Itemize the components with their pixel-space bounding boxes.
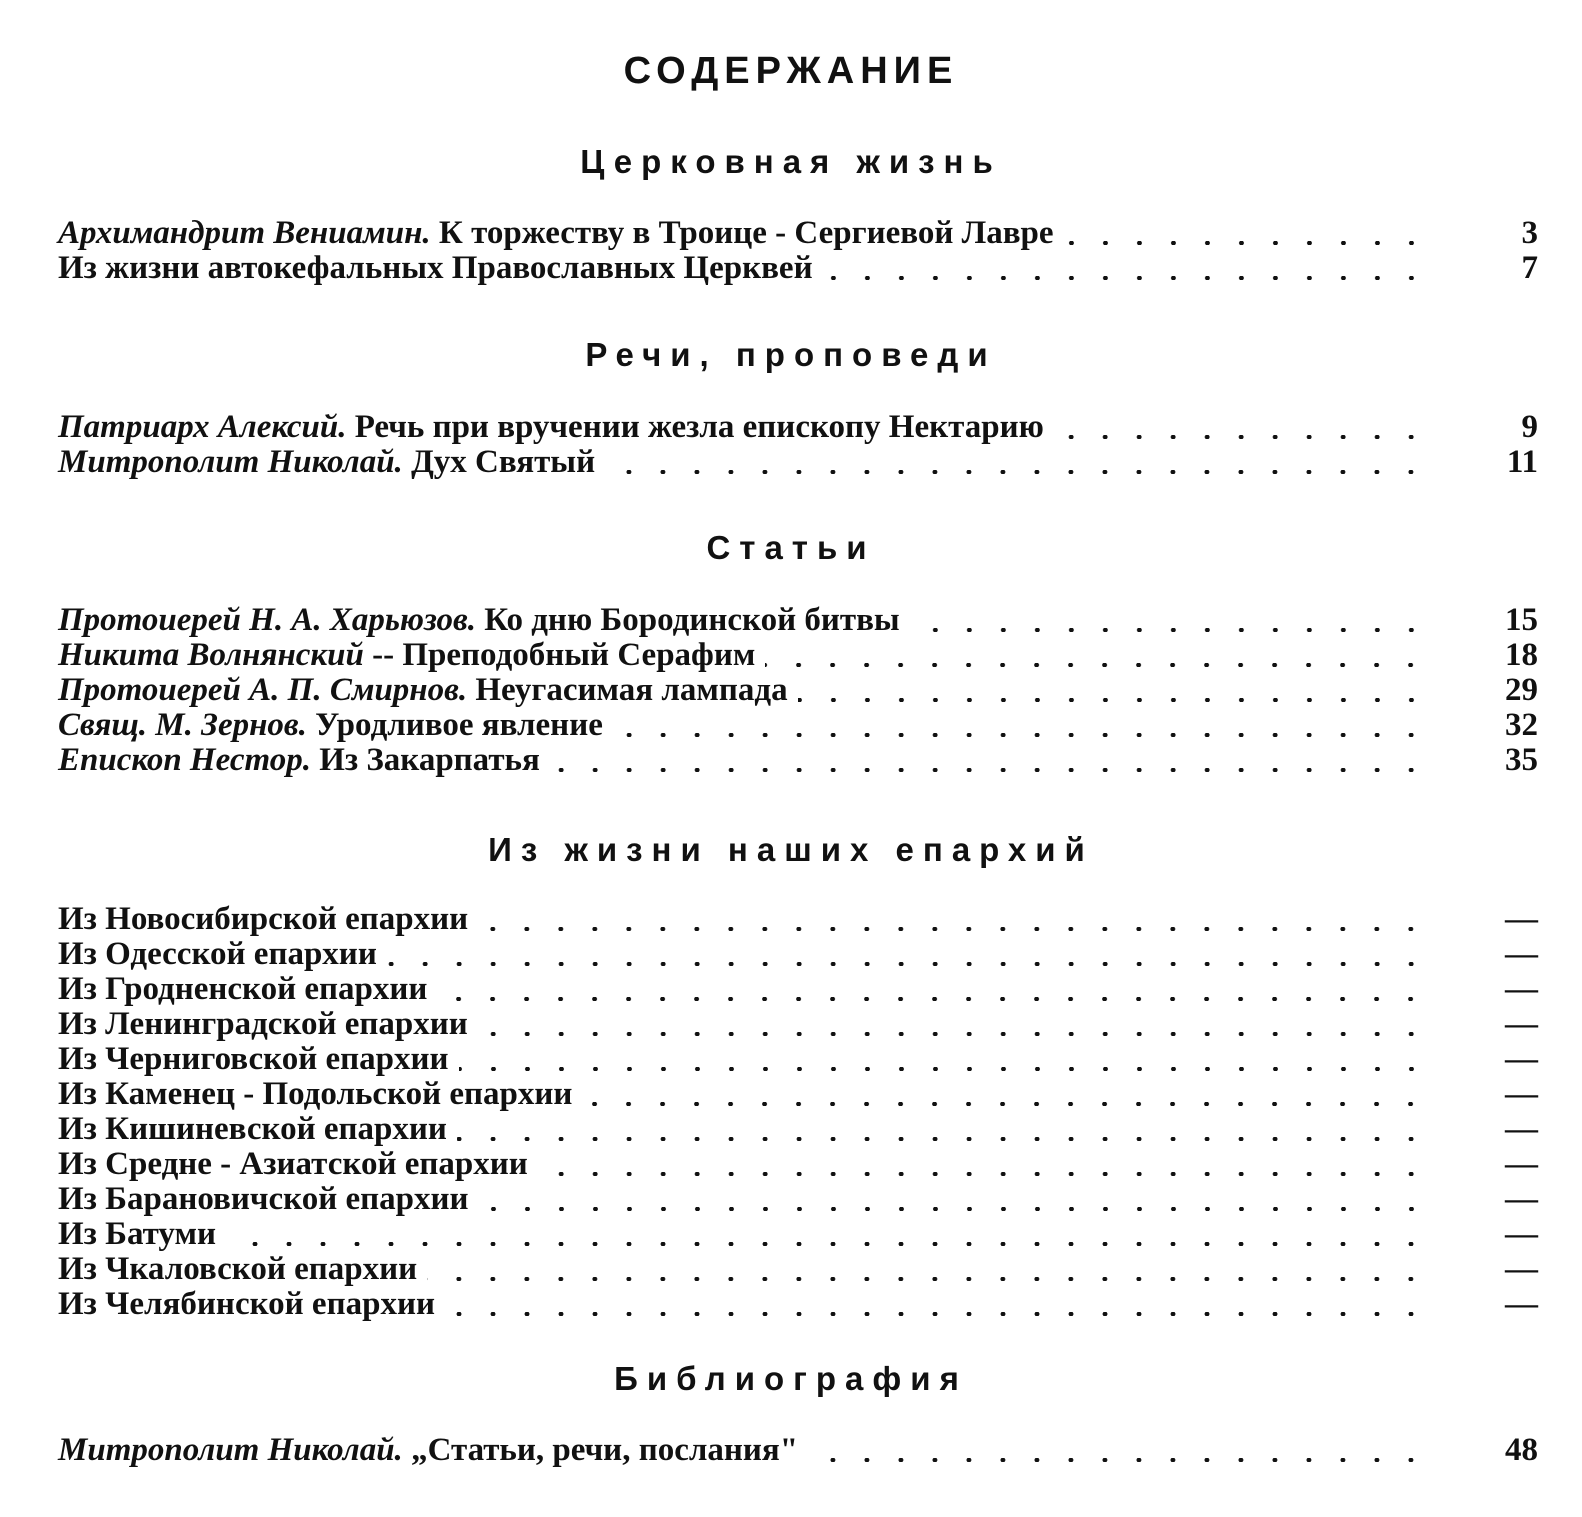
dot-leader	[479, 1207, 1428, 1211]
toc-author: Митрополит Николай.	[58, 444, 403, 480]
toc-title: Из Новосибирской епархии	[58, 901, 469, 937]
dot-leader	[808, 1458, 1428, 1462]
toc-title: Из Каменец - Подольской епархии	[58, 1076, 573, 1112]
toc-entry	[58, 1007, 1538, 1042]
dot-leader	[605, 470, 1428, 474]
toc-entry	[58, 1252, 1538, 1287]
toc-entry-text	[58, 1147, 528, 1182]
toc-page-number: —	[1505, 901, 1538, 937]
toc-title: Из жизни автокефальных Православных Церквей	[58, 250, 813, 286]
toc-title: Ко дню Бородинской битвы	[484, 602, 900, 638]
toc-list-church-life	[58, 216, 1538, 286]
toc-entry-text	[58, 638, 755, 673]
toc-page-number: 9	[1521, 409, 1538, 445]
toc-page-number: —	[1505, 1251, 1538, 1287]
toc-title: Из Закарпатья	[319, 742, 540, 778]
toc-entry	[58, 1182, 1538, 1217]
toc-page-number: —	[1505, 1111, 1538, 1147]
toc-title: Из Ленинградской епархии	[58, 1006, 468, 1042]
toc-author: Свящ. М. Зернов.	[58, 707, 307, 743]
toc-page-number: —	[1505, 1076, 1538, 1112]
page-title: СОДЕРЖАНИЕ	[623, 50, 959, 92]
toc-author: Архимандрит Вениамин.	[58, 215, 431, 251]
toc-entry-text	[58, 410, 1044, 445]
dot-leader	[478, 1032, 1428, 1036]
toc-entry	[58, 937, 1538, 972]
toc-page-number: 7	[1521, 250, 1538, 286]
toc-page-number: —	[1505, 971, 1538, 1007]
toc-list-bibliography	[58, 1433, 1538, 1468]
toc-title: Речь при вручении жезла епископу Нектарию	[354, 409, 1044, 445]
toc-list-eparchies	[58, 902, 1538, 1322]
dot-leader	[823, 276, 1428, 280]
toc-entry-text	[58, 251, 813, 286]
dot-leader	[538, 1172, 1428, 1176]
toc-entry	[58, 1077, 1538, 1112]
section-heading-bibliography: Библиография	[614, 1360, 968, 1397]
dot-leader	[765, 663, 1428, 667]
toc-title: Из Средне - Азиатской епархии	[58, 1146, 528, 1182]
toc-author: Митрополит Николай.	[58, 1432, 403, 1468]
toc-entry	[58, 972, 1538, 1007]
dot-leader	[550, 768, 1428, 772]
toc-entry-text	[58, 216, 1054, 251]
dot-leader	[1054, 435, 1428, 439]
toc-title: Из Челябинской епархии	[58, 1286, 435, 1322]
toc-entry-text	[58, 1042, 449, 1077]
toc-title: К торжеству в Троице - Сергиевой Лавре	[438, 215, 1054, 251]
toc-page-number: —	[1505, 1146, 1538, 1182]
toc-entry	[58, 1433, 1538, 1468]
toc-entry	[58, 1287, 1538, 1322]
toc-entry	[58, 708, 1538, 743]
dot-leader	[457, 1137, 1428, 1141]
section-heading-church-life: Церковная жизнь	[580, 143, 1002, 180]
dot-leader	[437, 997, 1428, 1001]
toc-entry	[58, 251, 1538, 286]
section-heading-articles: Статьи	[706, 529, 876, 566]
toc-page-number: 18	[1505, 637, 1538, 673]
toc-page-number: 29	[1505, 672, 1538, 708]
toc-entry-text	[58, 1112, 447, 1147]
toc-title: Из Одесской епархии	[58, 936, 377, 972]
toc-entry-text	[58, 445, 595, 480]
dot-leader	[445, 1312, 1428, 1316]
toc-entry	[58, 638, 1538, 673]
toc-entry-text	[58, 937, 377, 972]
toc-entry	[58, 1147, 1538, 1182]
dot-leader	[427, 1277, 1428, 1281]
toc-entry-text	[58, 1007, 468, 1042]
toc-entry	[58, 743, 1538, 778]
toc-title: Неугасимая лампада	[475, 672, 788, 708]
toc-entry	[58, 1042, 1538, 1077]
toc-page-number: —	[1505, 1286, 1538, 1322]
toc-entry-text	[58, 603, 900, 638]
dot-leader	[387, 962, 1428, 966]
dot-leader	[910, 628, 1428, 632]
toc-list-speeches	[58, 410, 1538, 480]
toc-page-number: 11	[1506, 444, 1538, 480]
toc-page-number: 3	[1521, 215, 1538, 251]
toc-title: Из Батуми	[58, 1216, 216, 1252]
toc-title: Из Гродненской епархии	[58, 971, 428, 1007]
dot-leader	[226, 1242, 1428, 1246]
toc-entry	[58, 445, 1538, 480]
toc-page-number: 15	[1505, 602, 1538, 638]
toc-entry	[58, 1112, 1538, 1147]
toc-page-number: —	[1505, 1216, 1538, 1252]
toc-author: Протоиерей Н. А. Харьюзов.	[58, 602, 476, 638]
dot-leader	[1064, 241, 1428, 245]
toc-title: Из Чкаловской епархии	[58, 1251, 418, 1287]
toc-title: Уродливое явление	[315, 707, 603, 743]
toc-entry	[58, 673, 1538, 708]
toc-entry	[58, 410, 1538, 445]
toc-entry-text	[58, 1182, 469, 1217]
section-heading-speeches: Речи, проповеди	[585, 336, 997, 373]
dot-leader	[478, 927, 1428, 931]
toc-entry	[58, 902, 1538, 937]
toc-entry-text	[58, 743, 540, 778]
toc-entry-text	[58, 1252, 417, 1287]
section-heading-eparchies: Из жизни наших епархий	[488, 831, 1094, 868]
dot-leader	[582, 1102, 1428, 1106]
toc-title: Из Барановичской епархии	[58, 1181, 469, 1217]
toc-title: Из Кишиневской епархии	[58, 1111, 447, 1147]
toc-title: Из Черниговской епархии	[58, 1041, 449, 1077]
toc-entry-text	[58, 1077, 572, 1112]
toc-entry-text	[58, 673, 788, 708]
toc-page-number: —	[1505, 936, 1538, 972]
toc-author: Епископ Нестор.	[58, 742, 311, 778]
toc-entry-text	[58, 708, 603, 743]
toc-entry-text	[58, 1217, 216, 1252]
toc-page-number: —	[1505, 1181, 1538, 1217]
toc-page-number: —	[1505, 1041, 1538, 1077]
toc-entry-text	[58, 972, 427, 1007]
dot-leader	[613, 733, 1428, 737]
toc-page-number: 35	[1505, 742, 1538, 778]
toc-author: Никита Волнянский	[58, 637, 364, 673]
toc-author: Патриарх Алексий.	[58, 409, 347, 445]
toc-list-articles	[58, 603, 1538, 778]
dot-leader	[459, 1067, 1428, 1071]
toc-title: -- Преподобный Серафим	[372, 637, 756, 673]
toc-entry-text	[58, 1287, 435, 1322]
toc-entry	[58, 216, 1538, 251]
toc-title: Дух Святый	[411, 444, 596, 480]
toc-title: „Статьи, речи, послания"	[411, 1432, 799, 1468]
dot-leader	[798, 698, 1428, 702]
toc-author: Протоиерей А. П. Смирнов.	[58, 672, 468, 708]
toc-page-number: 48	[1505, 1432, 1538, 1468]
toc-page-number: —	[1505, 1006, 1538, 1042]
toc-entry	[58, 603, 1538, 638]
toc-entry	[58, 1217, 1538, 1252]
toc-entry-text	[58, 1433, 798, 1468]
toc-page-number: 32	[1505, 707, 1538, 743]
toc-entry-text	[58, 902, 468, 937]
